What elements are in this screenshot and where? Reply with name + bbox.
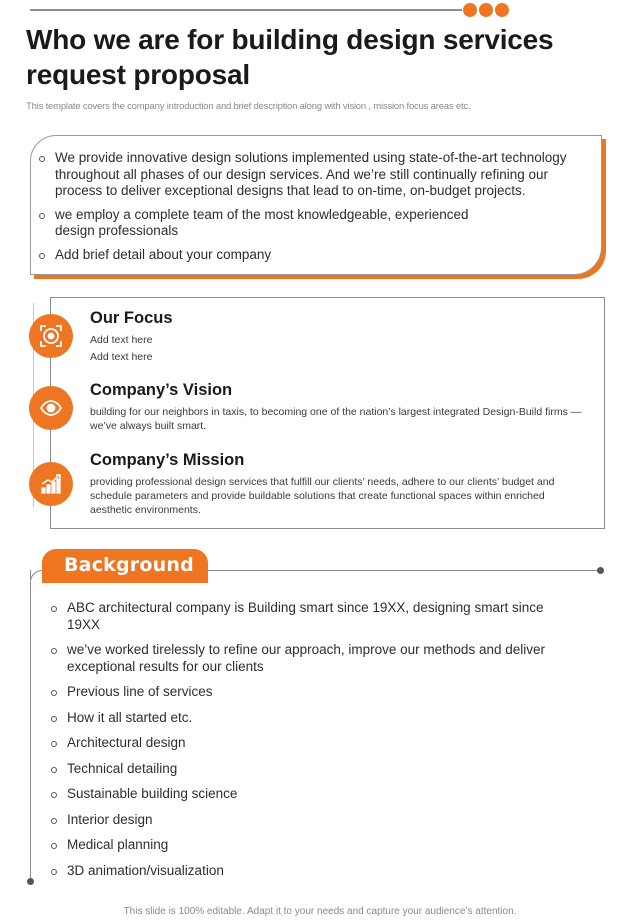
mission-heading: Company’s Mission bbox=[90, 451, 245, 469]
bullet-icon bbox=[51, 792, 57, 798]
target-icon bbox=[29, 314, 73, 358]
divider-dot bbox=[597, 567, 604, 574]
bullet-icon bbox=[51, 648, 57, 654]
focus-heading: Our Focus bbox=[90, 309, 173, 327]
intro-list bbox=[31, 150, 591, 270]
background-item: Sustainable building science bbox=[44, 786, 584, 803]
page-title: Who we are for building design services request proposal bbox=[26, 24, 554, 90]
footer-note: This slide is 100% editable. Adapt it to your needs and capture your audience’s attention. bbox=[123, 906, 517, 917]
decor-dot bbox=[495, 3, 509, 17]
background-item: ABC architectural company is Building smart since 19XX, designing smart since 19XX bbox=[44, 600, 554, 633]
bullet-icon bbox=[51, 869, 57, 875]
bullet-icon bbox=[39, 156, 45, 162]
background-list bbox=[44, 600, 584, 888]
bullet-icon bbox=[39, 213, 45, 219]
mission-text: providing professional design services that fulfill our clients’ needs, adhere to our clients’ budget and schedule parameters and provide buildable solutions that create functional spaces within enriched aesthetic environments. bbox=[90, 476, 555, 516]
background-item: Medical planning bbox=[44, 837, 584, 854]
background-item: Interior design bbox=[44, 812, 584, 829]
bullet-icon bbox=[51, 606, 57, 612]
background-item: Technical detailing bbox=[44, 761, 584, 778]
background-item: we’ve worked tirelessly to refine our approach, improve our methods and deliver exceptional results for our clients bbox=[44, 642, 584, 675]
intro-item: Add brief detail about your company bbox=[31, 247, 591, 264]
focus-line: Add text here bbox=[90, 334, 153, 346]
decor-dot bbox=[463, 3, 477, 17]
decor-dot bbox=[479, 3, 493, 17]
background-item: How it all started etc. bbox=[44, 710, 584, 727]
bullet-icon bbox=[51, 690, 57, 696]
background-corner bbox=[30, 570, 42, 583]
background-item: Architectural design bbox=[44, 735, 584, 752]
bullet-icon bbox=[51, 741, 57, 747]
background-tab: Background bbox=[42, 549, 208, 583]
bullet-icon bbox=[51, 767, 57, 773]
background-divider bbox=[208, 570, 602, 571]
eye-icon bbox=[29, 386, 73, 430]
background-item: 3D animation/visualization bbox=[44, 863, 584, 880]
top-divider bbox=[30, 9, 462, 11]
rail-dot bbox=[27, 878, 34, 885]
bullet-icon bbox=[51, 818, 57, 824]
intro-item: we employ a complete team of the most knowledgeable, experienced design professionals bbox=[31, 207, 501, 240]
page-subtitle: This template covers the company introduction and brief description along with vision , mission focus areas etc. bbox=[26, 101, 471, 112]
vision-text: building for our neighbors in taxis, to becoming one of the nation’s largest integrated Design-Build firms — we’ve always built smart. bbox=[90, 406, 582, 432]
background-rail bbox=[30, 570, 31, 882]
vision-heading: Company’s Vision bbox=[90, 381, 233, 399]
intro-box bbox=[30, 135, 602, 275]
bullet-icon bbox=[39, 253, 45, 259]
focus-line: Add text here bbox=[90, 351, 153, 363]
bullet-icon bbox=[51, 716, 57, 722]
intro-item: We provide innovative design solutions implemented using state-of-the-art technology throughout all phases of our design services. And we’re still continually refining our process to deliver exceptional designs that lead to on-time, on-budget projects. bbox=[31, 150, 593, 200]
growth-chart-icon bbox=[29, 462, 73, 506]
bullet-icon bbox=[51, 843, 57, 849]
background-item: Previous line of services bbox=[44, 684, 584, 701]
